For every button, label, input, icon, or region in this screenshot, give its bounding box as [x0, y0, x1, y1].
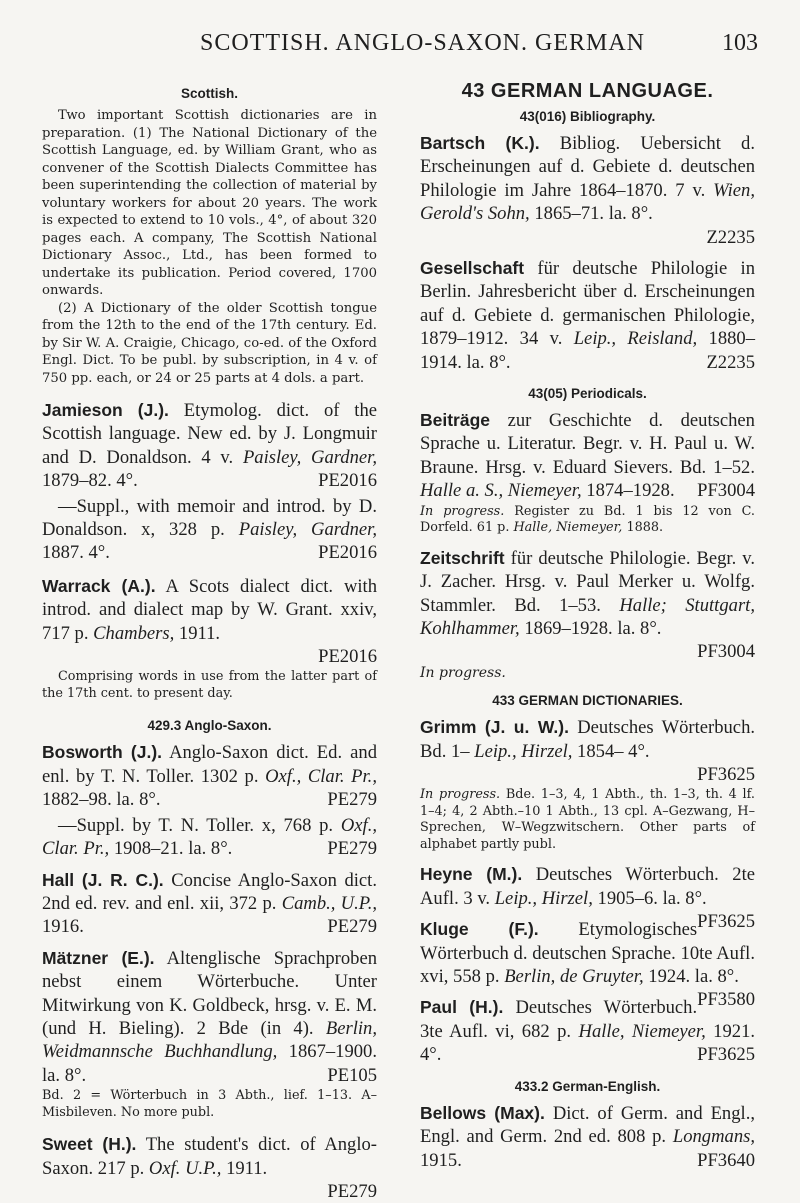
running-header	[0, 30, 800, 64]
call-number: PE105	[327, 1064, 377, 1086]
call-number: PE2016	[318, 470, 377, 492]
note-text: Register zu Bd. 1 bis 12 von C. Dorfeld. 61 p.	[420, 503, 755, 536]
entry-text: Deutsches Wörterbuch. Bd. 1–	[420, 717, 756, 762]
entry-jamieson-suppl	[42, 495, 377, 565]
entry-author: Bartsch (K.).	[420, 133, 540, 153]
entry-text: Deutsches Wörterbuch. 2te Aufl. 3 v.	[420, 864, 755, 909]
entry-imprint: Berlin, Weidmannsche Buchhandlung,	[42, 1017, 377, 1063]
entry-text: Anglo-Saxon dict. Ed. and enl. by T. N. Toller. 1302 p.	[42, 742, 377, 787]
left-column	[42, 86, 377, 1203]
scottish-paragraph-2: (2) A Dictionary of the older Scottish tongue from the 12th to the end of the 17th century. Ed. by Sir W. A. Craigie, Chicago, co-ed. of the Oxford Engl. Dict. To be publ. by subscription, in 4 v. of 750 pp. each, or 24 or 25 parts at 4 dols. a part.	[42, 300, 377, 386]
entry-date: 1908–21. la. 8°.	[113, 838, 233, 860]
entry-date: 1880–1914. la. 8°.	[420, 328, 755, 373]
entry-imprint: Berlin, de Gruyter,	[504, 966, 644, 988]
subsection-heading-german-dictionaries: 433 GERMAN DICTIONARIES.	[492, 693, 683, 709]
entry-text: Dict. of Germ. and Engl., Engl. and Germ. 2nd ed. 808 p.	[420, 1102, 755, 1148]
section-heading-german-language: 43 GERMAN LANGUAGE.	[461, 80, 714, 102]
entry-imprint: Leip., Hirzel,	[474, 740, 573, 762]
call-number: PF3625	[697, 1044, 755, 1066]
running-title: SCOTTISH. ANGLO-SAXON. GERMAN	[200, 30, 646, 56]
entry-text: A Scots dialect dict. with introd. and dialect map by W. Grant. xxiv, 717 p.	[42, 575, 377, 644]
entry-imprint: Wien, Gerold's Sohn,	[420, 179, 755, 225]
entry-imprint: Oxf. U.P.,	[148, 1157, 222, 1179]
entry-imprint: Halle a. S., Niemeyer,	[420, 480, 582, 502]
entry-jamieson	[42, 399, 377, 493]
entry-date: 1905–6. la. 8°.	[597, 887, 707, 909]
entry-imprint: Chambers,	[93, 622, 175, 644]
entry-author: Heyne (M.).	[420, 864, 523, 885]
call-number: PE2016	[318, 646, 377, 668]
entry-imprint: Leip., Reisland,	[573, 328, 698, 350]
entry-date: 1874–1928.	[586, 480, 675, 502]
entry-date: 1921. 4°.	[420, 1020, 756, 1066]
entry-text: —Suppl., with memoir and introd. by D. Donaldson. x, 328 p.	[42, 495, 377, 541]
entry-date: 1867–1900. la. 8°.	[42, 1041, 377, 1086]
entry-author: Hall (J. R. C.).	[42, 869, 164, 890]
entry-sweet	[42, 1133, 377, 1203]
call-number: PF3625	[697, 764, 755, 786]
entry-text: zur Geschichte d. deutschen Sprache u. Literatur. Begr. v. H. Paul u. W. Braune. Hrsg. v. Eduard Sievers. Bd. 1–52.	[420, 410, 755, 478]
entry-author: Grimm (J. u. W.).	[420, 717, 569, 738]
entry-grimm	[420, 716, 755, 786]
entry-text: für deutsche Philologie. Begr. v. J. Zacher. Hrsg. v. Paul Merker u. Wolfg. Stammler. Bd. 1–53.	[420, 547, 755, 616]
entry-text: Etymolog. dict. of the Scottish language. New ed. by J. Longmuir and D. Donaldson. 4 v.	[42, 400, 377, 468]
entry-text: Etymologisches Wörterbuch d. deutschen Sprache. 10te Aufl. xvi, 558 p.	[420, 919, 755, 988]
entry-title: Zeitschrift	[420, 547, 505, 568]
subsection-heading-bibliography: 43(016) Bibliography.	[519, 109, 656, 124]
call-number: PF3625	[697, 911, 755, 933]
entry-date: 1924. la. 8°.	[648, 966, 739, 988]
entry-date: 1887. 4°.	[42, 542, 110, 564]
scottish-paragraph-1: Two important Scottish dictionaries are in preparation. (1) The National Dictionary of the Scottish Language, ed. by William Grant, who as convener of the Scottish Dialects Committee has been superintending the collection of material by voluntary workers for about 20 years. The work is expected to extend to 10 vols., 4°, of about 320 pages each. A company, The Scottish National Dictionary Assoc., Ltd., has been formed to undertake its publication. Period covered, 1700 onwards.	[42, 108, 377, 298]
call-number: PE279	[327, 1180, 377, 1202]
entry-bartsch	[420, 132, 755, 249]
entry-text: Bibliog. Uebersicht d. Erscheinungen auf d. Gebiete d. deutschen Philologie im Jahre 1864–1870. 7 v.	[420, 133, 755, 201]
entry-author: Warrack (A.).	[42, 575, 156, 596]
entry-text: Concise Anglo-Saxon dict. 2nd ed. rev. and enl. xii, 372 p.	[42, 869, 377, 914]
page-number: 103	[722, 30, 758, 56]
call-number: Z2235	[706, 226, 755, 248]
entry-date: 1869–1928. la. 8°.	[524, 617, 662, 639]
entry-imprint: Camb., U.P.,	[281, 892, 378, 914]
entry-text: The student's dict. of Anglo-Saxon. 217 p.	[42, 1134, 378, 1179]
call-number: PE279	[327, 789, 377, 811]
entry-warrack	[42, 575, 377, 669]
entry-date: 1882–98. la. 8°.	[42, 789, 161, 811]
entry-hall	[42, 869, 377, 939]
entry-author: Sweet (H.).	[42, 1134, 137, 1155]
entry-date: 1916.	[42, 916, 84, 938]
section-heading-anglo-saxon: 429.3 Anglo-Saxon.	[147, 718, 272, 734]
entry-author: Mätzner (E.).	[42, 947, 155, 968]
call-number: PF3004	[697, 480, 755, 502]
entry-author: Jamieson (J.).	[42, 400, 169, 420]
entry-note: In progress.	[420, 664, 506, 681]
entry-imprint: Paisley, Gardner,	[242, 446, 377, 468]
entry-imprint: Leip., Hirzel,	[494, 887, 593, 909]
entry-author: Paul (H.).	[420, 997, 504, 1018]
entry-date: 1854– 4°.	[577, 740, 650, 762]
subsection-heading-german-english: 433.2 German-English.	[514, 1078, 661, 1094]
entry-text: Altenglische Sprachproben nebst einem Wörterbuche. Unter Mitwirkung von K. Goldbeck, hrsg. v. E. M. (und H. Bieling). 2 Bde (in 4).	[42, 947, 377, 1039]
entry-imprint: Halle, Niemeyer,	[578, 1020, 706, 1042]
note-lead: In progress.	[420, 787, 501, 803]
entry-bosworth-suppl	[42, 814, 377, 861]
entry-author: Kluge (F.).	[420, 919, 539, 940]
entry-date: 1911.	[226, 1157, 268, 1179]
entry-date: 1915.	[420, 1149, 462, 1171]
note-imprint: Halle, Niemeyer,	[513, 520, 623, 536]
entry-note	[420, 787, 755, 853]
entry-zeitschrift	[420, 547, 755, 664]
note-lead: In progress.	[420, 503, 505, 519]
entry-text: für deutsche Philologie in Berlin. Jahresbericht über d. Erscheinungen auf d. Gebiete d. germanischen Philologie, 1879–1912. 34 v.	[420, 258, 755, 350]
right-column	[420, 80, 755, 1172]
note-text: Bde. 1–3, 4, 1 Abth., th. 1–3, th. 4 lf. 1–4; 4, 2 Abth.–10 1 Abth., 13 cpl. A–Gezwang, H–Sprechen, W–Wegzwitschern. Other parts of alphabet partly publ.	[420, 787, 755, 852]
entry-text: —Suppl. by T. N. Toller. x, 768 p.	[58, 814, 334, 836]
entry-bosworth	[42, 741, 377, 811]
entry-note: Bd. 2 = Wörterbuch in 3 Abth., lief. 1–13. A–Misbileven. No more publ.	[42, 1088, 377, 1120]
note-date: 1888.	[626, 520, 664, 536]
call-number: PE279	[327, 838, 377, 860]
entry-bellows	[420, 1102, 755, 1172]
call-number: PF3004	[697, 641, 755, 663]
subsection-heading-periodicals: 43(05) Periodicals.	[528, 386, 647, 402]
entry-text: Deutsches Wörterbuch. 3te Aufl. vi, 682 p.	[420, 997, 698, 1042]
call-number: Z2235	[706, 351, 755, 373]
entry-author: Bellows (Max).	[420, 1102, 545, 1123]
section-heading-scottish: Scottish.	[180, 86, 238, 101]
entry-note	[420, 504, 755, 537]
call-number: PE279	[327, 916, 377, 938]
entry-gesellschaft	[420, 257, 755, 374]
entry-date: 1911.	[178, 622, 221, 644]
entry-date: 1865–71. la. 8°.	[534, 203, 653, 225]
entry-imprint: Paisley, Gardner,	[238, 519, 377, 541]
call-number: PF3640	[697, 1149, 755, 1171]
entry-author: Gesellschaft	[420, 258, 525, 279]
entry-title: Beiträge	[420, 410, 491, 431]
entry-imprint: Oxf., Clar. Pr.,	[42, 814, 377, 860]
entry-imprint: Longmans,	[672, 1126, 755, 1148]
call-number: PF3580	[697, 989, 755, 1011]
entry-author: Bosworth (J.).	[42, 742, 163, 763]
entry-imprint: Halle; Stuttgart, Kohlhammer,	[420, 594, 755, 639]
entry-beitrage	[420, 409, 755, 503]
call-number: PE2016	[318, 542, 377, 564]
entry-note: Comprising words in use from the latter part of the 17th cent. to present day.	[42, 669, 377, 701]
entry-imprint: Oxf., Clar. Pr.,	[265, 765, 377, 787]
entry-matzner	[42, 947, 377, 1087]
entry-date: 1879–82. 4°.	[42, 470, 138, 492]
